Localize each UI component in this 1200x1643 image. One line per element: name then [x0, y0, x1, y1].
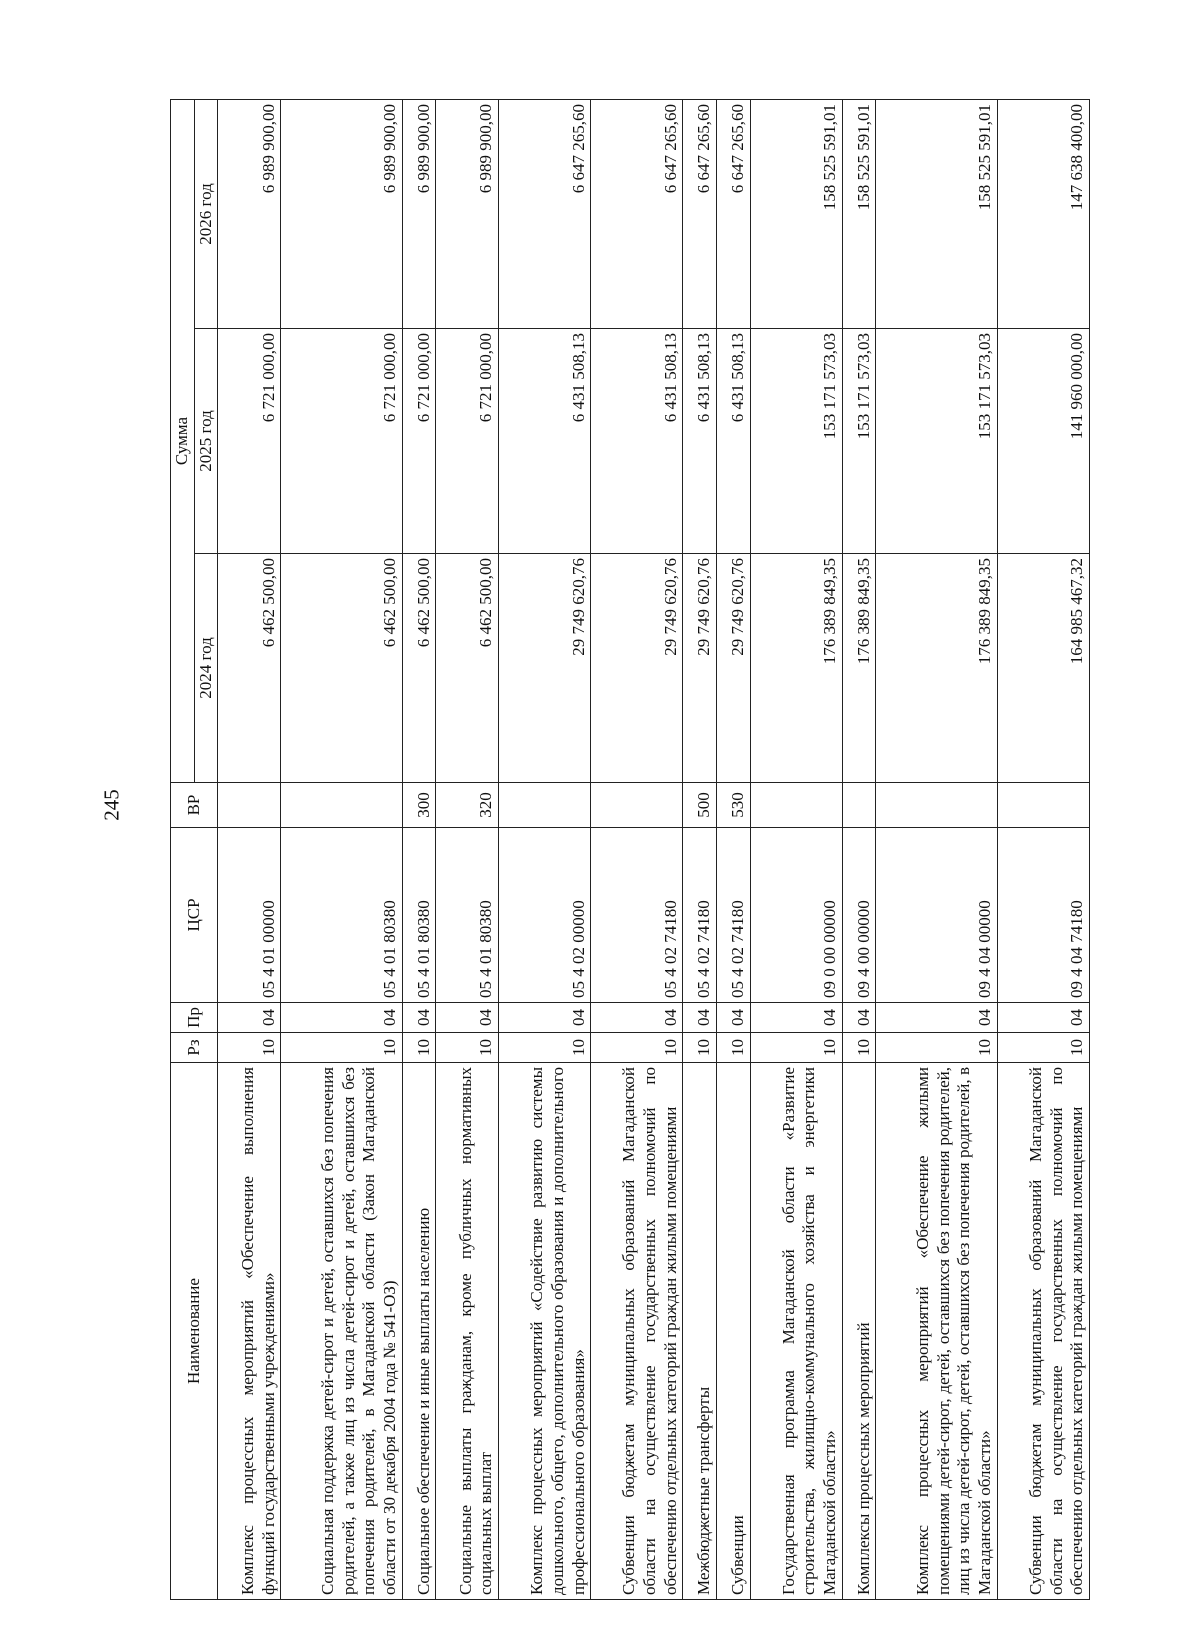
row-vr: [997, 783, 1089, 828]
table-body: [218, 100, 1090, 1600]
row-sum-2026: 6 989 900,00: [218, 100, 281, 329]
document-area: [170, 100, 1090, 1600]
row-sum-2025: 6 431 508,13: [683, 329, 717, 554]
row-vr: [750, 783, 842, 828]
row-pr: 04: [683, 1003, 717, 1033]
row-rz: 10: [876, 1033, 997, 1063]
row-pr: 04: [717, 1003, 751, 1033]
header-pr: Пр: [171, 1003, 218, 1033]
table-row: [750, 100, 842, 1600]
row-pr: 04: [281, 1003, 402, 1033]
row-pr: 04: [876, 1003, 997, 1033]
row-pr: 04: [499, 1003, 591, 1033]
row-vr: [499, 783, 591, 828]
row-sum-2024: 164 985 467,32: [997, 554, 1089, 783]
table-row: [876, 100, 997, 1600]
row-sum-2024: 29 749 620,76: [683, 554, 717, 783]
row-csr: 05 4 02 74180: [591, 828, 683, 1003]
row-rz: 10: [750, 1033, 842, 1063]
row-sum-2024: 6 462 500,00: [436, 554, 499, 783]
row-sum-2026: 6 647 265,60: [717, 100, 751, 329]
row-rz: 10: [436, 1033, 499, 1063]
row-csr: 09 4 04 00000: [876, 828, 997, 1003]
row-sum-2024: 176 389 849,35: [842, 554, 876, 783]
rotated-table-container: [170, 100, 1090, 1600]
budget-table: [170, 99, 1090, 1600]
header-year-2024: 2024 год: [194, 554, 218, 783]
row-name: Комплекс процессных мероприятий «Обеспечение жилыми помещениями детей-сирот, детей, оставшихся без попечения родителей, лиц из числа детей-сирот, детей, оставшихся без попечения родителей, в Магаданской области»: [876, 1063, 997, 1600]
row-pr: 04: [218, 1003, 281, 1033]
table-row: [997, 100, 1089, 1600]
row-sum-2025: 6 721 000,00: [436, 329, 499, 554]
row-vr: 500: [683, 783, 717, 828]
table-row: [842, 100, 876, 1600]
table-row: [717, 100, 751, 1600]
row-vr: [218, 783, 281, 828]
row-pr: 04: [402, 1003, 436, 1033]
row-csr: 05 4 02 00000: [499, 828, 591, 1003]
table-row: [218, 100, 281, 1600]
table-row: [499, 100, 591, 1600]
row-sum-2025: 141 960 000,00: [997, 329, 1089, 554]
row-sum-2026: 158 525 591,01: [750, 100, 842, 329]
row-csr: 09 0 00 00000: [750, 828, 842, 1003]
row-pr: 04: [997, 1003, 1089, 1033]
row-vr: [281, 783, 402, 828]
row-rz: 10: [281, 1033, 402, 1063]
header-vr: ВР: [171, 783, 218, 828]
row-rz: 10: [402, 1033, 436, 1063]
row-csr: 09 4 04 74180: [997, 828, 1089, 1003]
row-sum-2026: 6 647 265,60: [499, 100, 591, 329]
header-csr: ЦСР: [171, 828, 218, 1003]
row-sum-2026: 6 989 900,00: [281, 100, 402, 329]
row-sum-2025: 153 171 573,03: [876, 329, 997, 554]
row-sum-2025: 6 721 000,00: [218, 329, 281, 554]
row-sum-2025: 153 171 573,03: [842, 329, 876, 554]
row-sum-2024: 176 389 849,35: [750, 554, 842, 783]
row-sum-2025: 6 431 508,13: [591, 329, 683, 554]
row-name: Социальные выплаты гражданам, кроме публичных нормативных социальных выплат: [436, 1063, 499, 1600]
row-sum-2026: 6 647 265,60: [591, 100, 683, 329]
row-sum-2024: 6 462 500,00: [218, 554, 281, 783]
header-rz: Рз: [171, 1033, 218, 1063]
row-rz: 10: [218, 1033, 281, 1063]
row-sum-2025: 153 171 573,03: [750, 329, 842, 554]
row-sum-2025: 6 721 000,00: [281, 329, 402, 554]
header-name: Наименование: [171, 1063, 218, 1600]
page-number: 245: [99, 789, 124, 821]
header-sum: Сумма: [171, 100, 195, 783]
row-vr: 530: [717, 783, 751, 828]
row-rz: 10: [997, 1033, 1089, 1063]
row-rz: 10: [717, 1033, 751, 1063]
row-vr: 300: [402, 783, 436, 828]
table-row: [683, 100, 717, 1600]
row-name: Комплекс процессных мероприятий «Обеспечение выполнения функций государственными учреждениями»: [218, 1063, 281, 1600]
row-pr: 04: [436, 1003, 499, 1033]
row-rz: 10: [683, 1033, 717, 1063]
row-name: Государственная программа Магаданской области «Развитие строительства, жилищно-коммунального хозяйства и энергетики Магаданской области»: [750, 1063, 842, 1600]
row-sum-2024: 29 749 620,76: [499, 554, 591, 783]
row-name: Межбюджетные трансферты: [683, 1063, 717, 1600]
row-sum-2026: 6 989 900,00: [436, 100, 499, 329]
row-sum-2026: 6 989 900,00: [402, 100, 436, 329]
row-pr: 04: [750, 1003, 842, 1033]
row-csr: 05 4 01 00000: [218, 828, 281, 1003]
row-name: Комплексы процессных мероприятий: [842, 1063, 876, 1600]
row-pr: 04: [591, 1003, 683, 1033]
row-rz: 10: [842, 1033, 876, 1063]
row-sum-2026: 147 638 400,00: [997, 100, 1089, 329]
row-sum-2026: 158 525 591,01: [876, 100, 997, 329]
row-sum-2025: 6 431 508,13: [499, 329, 591, 554]
row-name: Субвенции бюджетам муниципальных образований Магаданской области на осуществление государственных полномочий по обеспечению отдельных категорий граждан жилыми помещениями: [591, 1063, 683, 1600]
row-sum-2024: 29 749 620,76: [717, 554, 751, 783]
row-sum-2024: 6 462 500,00: [402, 554, 436, 783]
row-name: Субвенции бюджетам муниципальных образований Магаданской области на осуществление государственных полномочий по обеспечению отдельных категорий граждан жилыми помещениями: [997, 1063, 1089, 1600]
row-csr: 05 4 01 80380: [281, 828, 402, 1003]
row-csr: 05 4 02 74180: [717, 828, 751, 1003]
row-csr: 05 4 01 80380: [402, 828, 436, 1003]
header-year-2025: 2025 год: [194, 329, 218, 554]
row-sum-2025: 6 721 000,00: [402, 329, 436, 554]
row-name: Субвенции: [717, 1063, 751, 1600]
table-row: [402, 100, 436, 1600]
row-sum-2024: 29 749 620,76: [591, 554, 683, 783]
table-row: [436, 100, 499, 1600]
row-pr: 04: [842, 1003, 876, 1033]
row-csr: 05 4 02 74180: [683, 828, 717, 1003]
row-vr: [842, 783, 876, 828]
row-sum-2026: 6 647 265,60: [683, 100, 717, 329]
table-row: [591, 100, 683, 1600]
row-csr: 05 4 01 80380: [436, 828, 499, 1003]
row-sum-2026: 158 525 591,01: [842, 100, 876, 329]
row-sum-2024: 176 389 849,35: [876, 554, 997, 783]
table-row: [281, 100, 402, 1600]
row-name: Комплекс процессных мероприятий «Содействие развитию системы дошкольного, общего, дополнительного образования и дополнительного профессионального образования»: [499, 1063, 591, 1600]
row-rz: 10: [591, 1033, 683, 1063]
row-sum-2025: 6 431 508,13: [717, 329, 751, 554]
row-vr: [876, 783, 997, 828]
row-name: Социальное обеспечение и иные выплаты населению: [402, 1063, 436, 1600]
row-sum-2024: 6 462 500,00: [281, 554, 402, 783]
row-rz: 10: [499, 1033, 591, 1063]
table-header: [171, 100, 218, 1600]
row-csr: 09 4 00 00000: [842, 828, 876, 1003]
row-name: Социальная поддержка детей-сирот и детей, оставшихся без попечения родителей, а также лиц из числа детей-сирот и детей, оставшихся без попечения родителей, в Магаданской области (Закон Магаданской области от 30 декабря 2004 года № 541-ОЗ): [281, 1063, 402, 1600]
header-year-2026: 2026 год: [194, 100, 218, 329]
row-vr: 320: [436, 783, 499, 828]
row-vr: [591, 783, 683, 828]
